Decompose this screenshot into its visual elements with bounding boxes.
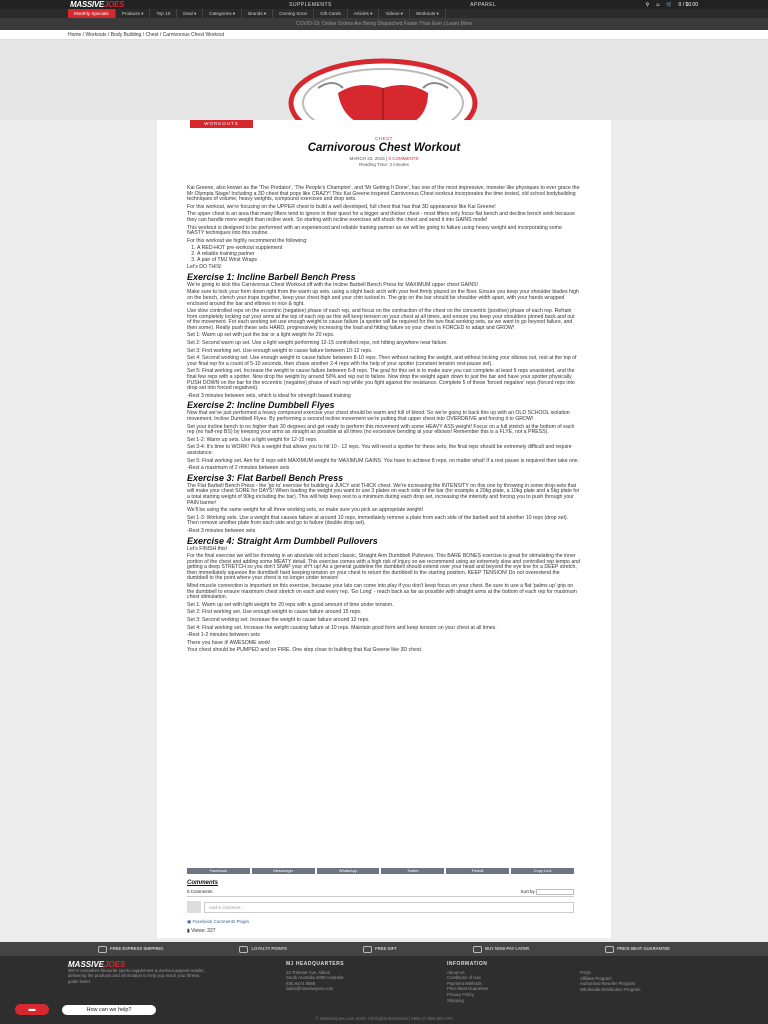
list-item: 2. A reliable training partner	[197, 252, 580, 258]
footer-link[interactable]: FAQs	[580, 970, 591, 975]
paragraph: Make sure to lock your form down right from the warm up sets, using a slight back arch with your feet firmly placed on the floor. Ensure you keep your shoulder blades high on the bench, clench your traps together, keep your chest high and your chin tucked in. The grip on the bar should be shoulder width apart, with your hands wrapped enclosed around the bar and elbows in nice & tight.	[187, 289, 579, 307]
reading-time: Reading Time: 3 minutes	[359, 162, 409, 167]
set-line: Set 5: Final working set. Increase the weight to cause failure between 6-8 reps. The goal for this set is to make sure you can complete at least 6 reps unassisted, and the final few reps with a spotter. Now drop the weight by around 50% and rep out to failure. Now drop the weight again down to just the bar and have your spotter physically PUSH DOWN on the bar for the eccentric (negative) phase of each rep while you fight against the resistance. Complete 5 of these 'forced negative' reps (forced reps into drop-set into forced negatives).	[187, 368, 575, 392]
truck-icon	[98, 946, 107, 953]
recommend-list	[187, 246, 580, 263]
share-bar	[187, 868, 574, 874]
comment-composer	[187, 901, 574, 913]
facebook-plugin-link[interactable]: ▣ Facebook Comments Plugin	[187, 919, 250, 924]
views-count: ▮ Views: 327	[187, 928, 216, 934]
top-link-apparel[interactable]: APPAREL	[470, 1, 497, 8]
set-line: Set 1: Warm up set with light weight for 20 reps with a good amount of time under tension.	[187, 601, 394, 608]
footer-link[interactable]: Wholesale Distribution Program	[580, 986, 641, 992]
share-facebook-button[interactable]: Facebook	[187, 868, 250, 874]
comments-heading: Comments	[187, 880, 219, 886]
comments-link[interactable]: 0 COMMENTS	[388, 156, 419, 161]
paragraph: We'll be using the same weight for all three working sets, so make sure you pick an appropriate weight!	[187, 507, 424, 514]
search-icon[interactable]: ⚲	[645, 1, 650, 8]
top-icons	[646, 2, 698, 8]
set-line: Set 5: Final working set. Aim for 8 reps with MAXIMUM weight for MAXIMUM GAINS. You have to achieve 8 reps, no matter what! If a rest pause is required then take one.	[187, 457, 580, 464]
avatar	[187, 901, 201, 913]
exercise-3-heading: Exercise 3: Flat Barbell Bench Press	[187, 472, 344, 483]
footer-link[interactable]: Conditions of Use	[447, 975, 481, 981]
tag-icon	[605, 946, 614, 953]
article-meta	[157, 156, 611, 168]
footer-link[interactable]: Shipping	[447, 997, 464, 1003]
nav-deal[interactable]: Deal ▾	[177, 9, 203, 18]
footer-link[interactable]: Affiliate Program	[580, 975, 612, 981]
nav-articles[interactable]: Articles ▾	[348, 9, 380, 18]
footer-link[interactable]: Price Beat Guarantee	[447, 986, 489, 992]
set-line: Set 1-2: Warm up sets. Use a light weight for 12-15 reps.	[187, 436, 318, 443]
perks-strip	[0, 942, 768, 956]
nav-workouts[interactable]: Workouts ▾	[410, 9, 446, 18]
paragraph: For this workout, we're focusing on the UPPER chest to build a well developed, full chest that has that 3D appearance like Kai Greene!	[187, 203, 496, 210]
copyright: © Massivejoes.com 2020. All Rights Reserved | ABN 27 092 893 076	[315, 1016, 453, 1021]
share-copy-link-button[interactable]: Copy Link	[511, 868, 574, 874]
nav-gift-cards[interactable]: Gift Cards	[314, 9, 348, 18]
share-messenger-button[interactable]: Messenger	[252, 868, 315, 874]
article-date: MARCH 23, 2015 |	[349, 156, 389, 161]
gift-icon	[363, 946, 372, 953]
star-icon	[239, 946, 248, 953]
paragraph: Your chest should be PUMPED and on FIRE. One step close to building that Kai Greene like 3D chest.	[187, 647, 423, 654]
exercise-1-heading: Exercise 1: Incline Barbell Bench Press	[187, 271, 356, 282]
share-whatsapp-button[interactable]: WhatsApp	[317, 868, 380, 874]
sort-select[interactable]	[536, 889, 574, 895]
cart-total[interactable]: 0 / $0.00	[678, 1, 698, 8]
footer-hq: MJ HEADQUARTERS 13 Trimmer Ave, Albion South Australia 5008 Australia (08) 8474 8888 sales@massivejoes.com	[286, 961, 345, 992]
footer-link[interactable]: Authorised Reseller Program	[580, 981, 636, 987]
paragraph: Set your incline bench to no higher than 30 degrees and get ready to perform this movement with some HEAVY ASS weight! Focus on a full stretch at the bottom of each rep (no half-rep BS) by keeping your arms as straight as possible at all times (no excessive bending at your elbows! Remember this is a FLYE, not a PRESS).	[187, 423, 575, 436]
hero-area	[0, 40, 768, 120]
facebook-icon: ▣	[187, 919, 192, 924]
set-line: Set 2: Second warm up set. Use a light weight performing 12-15 controlled reps, not hitting anywhere near failure.	[187, 340, 448, 347]
comments-count: 0 Comments	[187, 889, 213, 894]
paragraph: We're going to kick this Carnivorous Chest Workout off with the Incline Barbell Bench Press for MAXIMUM upper chest GAINS!	[187, 281, 479, 288]
set-line: Set 4: Final working set. Increase the weight causing failure at 10 reps. Maintain good form and keep tension on your chest at all times.	[187, 624, 497, 631]
paragraph: Use slow controlled reps on the eccentric (negative) phase of each rep, and focus on the contraction of the chest on the concentric (positive) phase of each rep. Refrain from completely locking out your arms at the top of each rep as this will keep tension on your chest at all times, and ensure you keep your shoulders pinned back and out of the movement. For each working set use enough weight to cause failure (a spotter will be required for the two final working sets, as we want to go beyond failure, and then some). Really push these sets HARD, progressively increasing the load and hitting failure so your chest is FORCED to adapt and GROW!	[187, 308, 575, 331]
chat-button[interactable]: ▬	[15, 1004, 49, 1015]
set-line: Set 2: First working set. Use enough weight to cause failure around 15 reps.	[187, 609, 362, 616]
paragraph: Let's FINISH this!	[187, 545, 228, 552]
perk-loyalty[interactable]: LOYALTY POINTS	[239, 946, 287, 953]
share-twitter-button[interactable]: Twitter	[381, 868, 444, 874]
share-reddit-button[interactable]: Reddit	[446, 868, 509, 874]
user-icon[interactable]: ☺	[655, 1, 661, 8]
set-line: Set 3: First working set. Use enough weight to cause failure between 10-12 reps.	[187, 347, 373, 354]
paragraph: There you have it! AWESOME work!	[187, 639, 271, 646]
comments-section	[187, 880, 574, 934]
rest-line: -Rest 1-2 minutes between sets	[187, 632, 260, 639]
perk-gift[interactable]: FREE GIFT	[363, 946, 397, 953]
cart-icon[interactable]: 🛒	[666, 1, 673, 8]
comment-input[interactable]: Add a comment...	[204, 902, 574, 913]
page-title: Carnivorous Chest Workout	[307, 142, 461, 154]
chat-prompt[interactable]: How can we help?	[62, 1005, 156, 1015]
set-line: Set 1: Warm up set with just the bar or a light weight for 20 reps.	[187, 332, 335, 339]
top-links	[140, 2, 646, 8]
rest-line: -Rest 3 minutes between sets, which is ideal for strength based training	[187, 392, 351, 399]
exercise-4-heading: Exercise 4: Straight Arm Dumbbell Pullovers	[187, 535, 378, 546]
paragraph: Now that we've just performed a heavy compound exercise your chest should be warm and full of blood. So we're going to back this up with an OLD SCHOOL isolation movement, Incline Dumbbell Flyes. By performing a second incline movement we're putting that upper chest into OVERDRIVE and forcing it to GROW!	[187, 410, 570, 422]
promo-banner[interactable]: COVID-19: Online Orders Are Being Dispatched Faster Than Ever | Learn More	[0, 18, 768, 30]
article-body	[187, 186, 580, 656]
paragraph: For this workout we highly recommend the following:	[187, 237, 308, 244]
set-line: Set 3-4: It's time to WORK! Pick a weight that allows you to hit 10 - 12 reps. You will need a spotter for these sets, the final reps should be extremely difficult and require assistance.	[187, 444, 572, 456]
paragraph: The Flat Barbell Bench Press - the 'go to' exercise for building a JUICY and THICK chest. We're increasing the INTENSITY on this one by throwing in some drop-sets that will make your chest SORE for DAYS! When loading the weight you want to use 3 plates on each side of the bar (for example a 20kg plate, a 10kg plate and a 5kg plate for a total starting weight of 90kg including the bar). This will help keep rest to a minimum during each drop set, increasing the intensity and forcing you to push through your PAIN barrier!	[187, 482, 580, 506]
paragraph: This workout is designed to be performed with an experienced and reliable training partner as we will be going to failure using heavy weight and incorporating some NASTY techniques into this routine.	[187, 224, 562, 237]
card-icon	[473, 946, 482, 953]
comments-bar	[187, 888, 574, 897]
footer-info-col-1: INFORMATION About Us Conditions of Use Payment Methods Price Beat Guarantee Privacy Policy Shipping	[447, 962, 577, 1003]
footer-link[interactable]: About Us	[447, 969, 465, 975]
set-line: Set 3: Second working set. Increase the weight to cause failure around 12 reps.	[187, 617, 370, 624]
paragraph: Let's DO THIS!	[187, 264, 222, 271]
footer-about: MASSIVEJOES We're Australia's favourite sports supplement & workout apparel retailer, delivering the products and information to help you reach your fitness goals faster.	[68, 962, 208, 984]
list-item[interactable]: 1. A RED-HOT pre-workout supplement	[197, 246, 580, 252]
set-line: Set 4: Second working set. Use enough weight to cause failure between 8-10 reps. Then without racking the weight, and without locking your elbows out, rest at the top of your final rep for a count of 5-10 seconds, then chase another 2-4 reps with the help of your spotter (constant tension rest-pause set).	[187, 355, 577, 367]
breadcrumb[interactable]: Home / Workouts / Body Building / Chest / Carnivorous Chest Workout	[0, 30, 768, 40]
perk-shipping[interactable]: FREE EXPRESS SHIPPING	[98, 946, 163, 953]
paragraph: Kai Greene, also known as the 'The Predator', 'The People's Champion', and 'Mr Getting It Done', has one of the most impressive, monster like physiques to ever grace the Mr Olympia Stage! Including a 3D chest that pops like CRAZY! This Kai Greene inspired Carnivorous Chest workout incorporates the time tested, old school bodybuilding techniques of volume, heavy weights, compound exercises and drop sets.	[187, 185, 580, 203]
nav-videos[interactable]: Videos ▾	[379, 9, 410, 18]
rest-line: -Rest 3 minutes between sets	[187, 527, 256, 534]
paragraph: The upper chest is an area that many lifters tend to ignore in their quest for a bigger and thicker chest - most lifters only focus flat bench and decline bench work because they can handle more weight than incline work. So starting with incline exercises will shock the chest and send it into GAINS mode!	[187, 211, 575, 223]
site-logo[interactable]: MASSIVEJOES	[70, 0, 125, 9]
category-tag[interactable]: WORKOUTS	[190, 120, 253, 128]
paragraph: Mind-muscle connection is important on this exercise, because your lats can come into play if you don't keep focus on your chest. Be sure to use a flat 'palms up' grip on the dumbbell to ensure maximum chest stretch on each and every rep. 'Go Long' - reach back as far as possible with straight arms at the bottom of each rep for maximum chest stimulation.	[187, 583, 577, 601]
chest-category-link[interactable]: CHEST	[375, 136, 393, 141]
nav-top-10[interactable]: Top 10	[150, 9, 177, 18]
footer-link[interactable]: Privacy Policy	[447, 991, 474, 997]
footer-link[interactable]: Payment Methods	[447, 980, 482, 986]
list-item[interactable]: 3. A pair of TMJ Wrist Wraps	[197, 258, 580, 264]
paragraph: For the final exercise we will be throwing in an absolute old school classic, Straight Arm Dumbbell Pullovers. This BARE BONES exercise is great for stimulating the inner portion of the chest and adding some MEATY detail. This exercise comes with a high risk of injury so we recommend using an extremely slow and controlled rep tempo and getting a deep STRETCH so you don't SNAP your sh*t up! As a general guideline the dumbbell should extend over your head and beyond the eye line for a DEEP stretch, then immediately squeeze the dumbbell hard keeping tension on your chest to return the dumbbell to the starting position. KEEP TENSION! Do not overextend the dumbbell to the point where your chest is no longer under tension!	[187, 553, 581, 582]
nav-products[interactable]: Products ▾	[116, 9, 151, 18]
exercise-2-heading: Exercise 2: Incline Dumbbell Flyes	[187, 400, 335, 411]
sort-control[interactable]: Sort by	[520, 889, 574, 895]
perk-price-beat[interactable]: PRICE BEAT GUARANTEE	[605, 946, 670, 953]
nav-categories[interactable]: Categories ▾	[203, 9, 242, 18]
top-bar	[0, 0, 768, 9]
nav-brands[interactable]: Brands ▾	[242, 9, 273, 18]
nav-monthly-specials[interactable]: Monthly Specials	[68, 9, 116, 18]
main-nav	[0, 9, 768, 18]
footer-logo[interactable]: MASSIVEJOES	[68, 960, 126, 969]
nav-coming-soon[interactable]: Coming Soon	[273, 9, 314, 18]
rest-line: -Rest a maximum of 2 minutes between sets	[187, 465, 290, 472]
perk-pay-later[interactable]: BUY NOW PAY LATER	[473, 946, 529, 953]
chart-icon: ▮	[187, 928, 190, 934]
top-link-supplements[interactable]: SUPPLEMENTS	[289, 1, 332, 8]
set-line: Set 1-3: Working sets. Use a weight that causes failure at around 10 reps, immediately remove a plate from each side of the barbell and hit another 10 reps (drop set). Then remove another plate from each side and go to failure (double drop set).	[187, 514, 569, 527]
footer-info-col-2	[580, 970, 710, 992]
